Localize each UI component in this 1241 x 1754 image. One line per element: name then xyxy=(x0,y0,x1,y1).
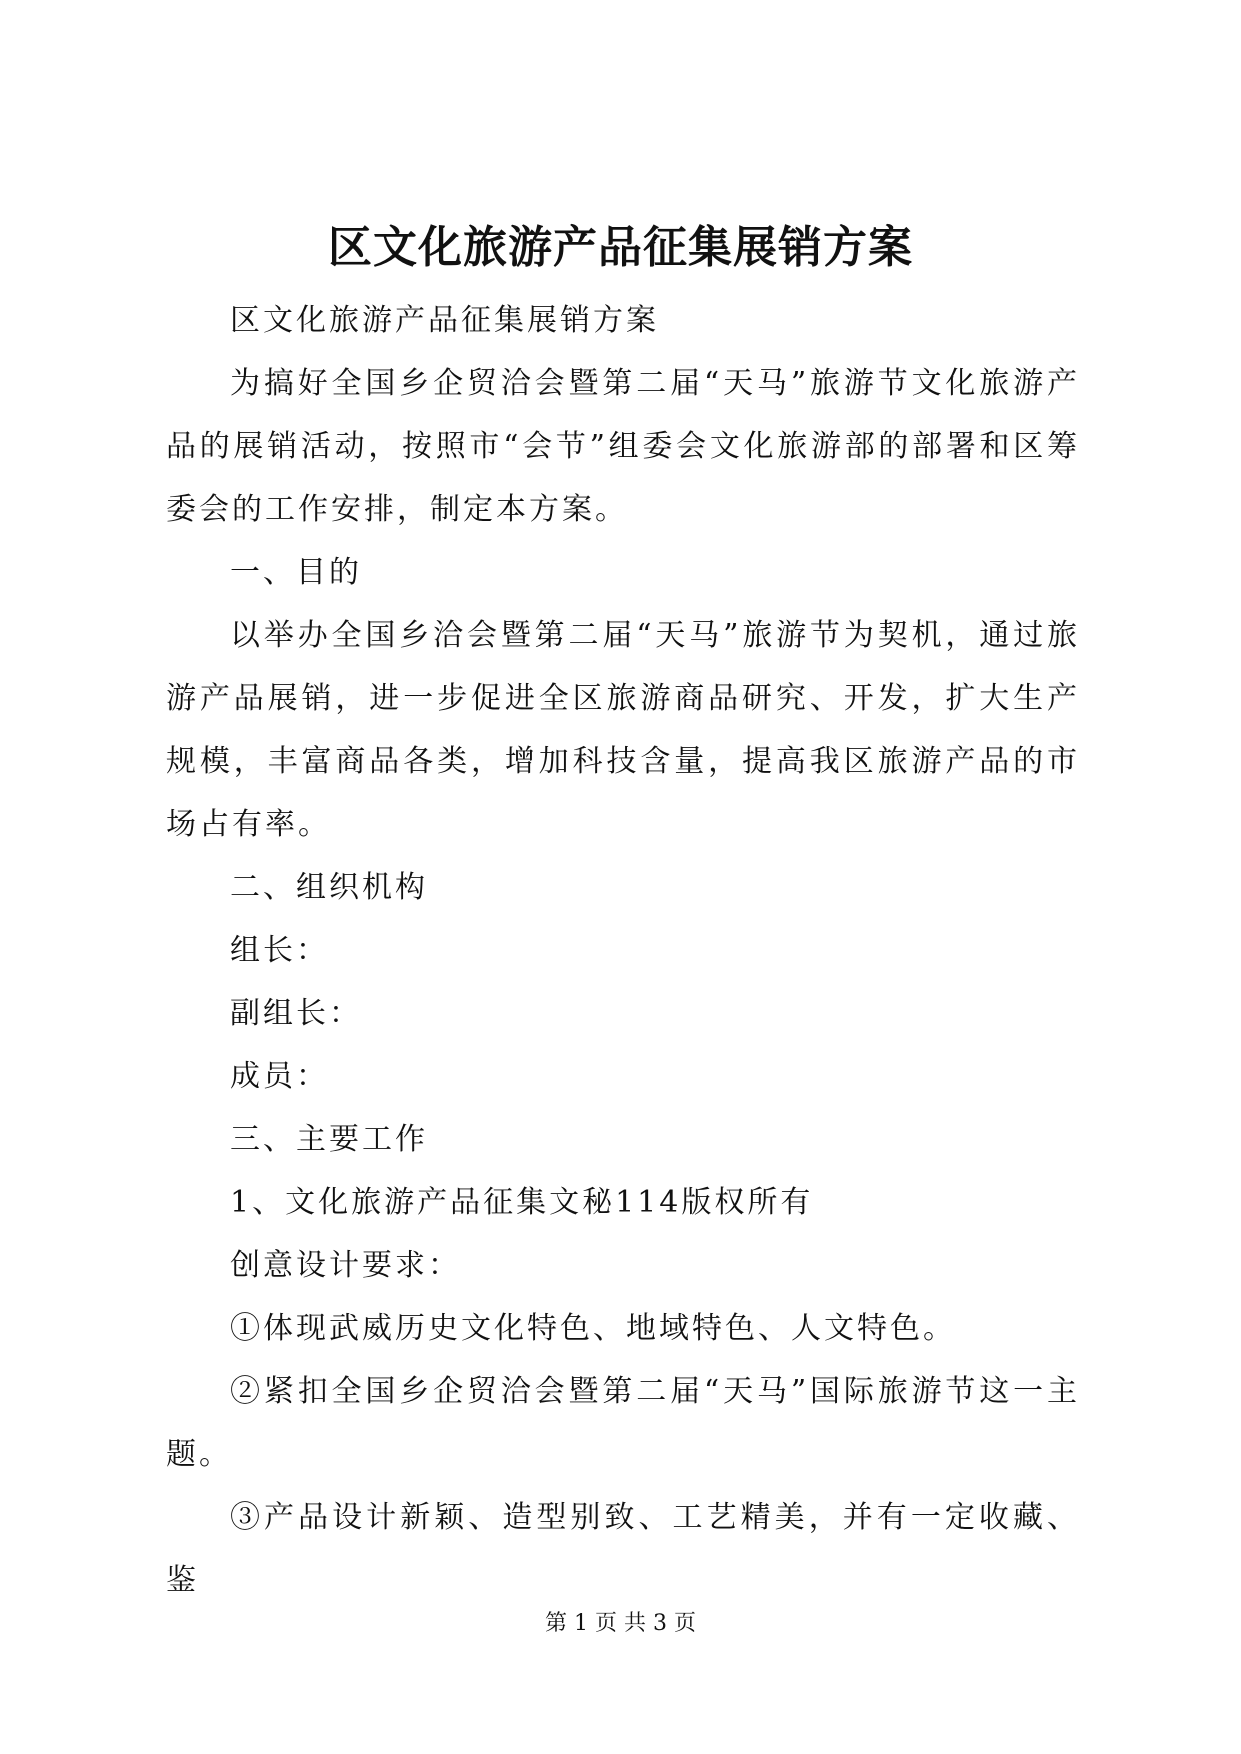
paragraph: 为搞好全国乡企贸洽会暨第二届“天马”旅游节文化旅游产品的展销活动，按照市“会节”组委会文化旅游部的部署和区筹委会的工作安排，制定本方案。 xyxy=(166,366,1080,527)
paragraph: 以举办全国乡洽会暨第二届“天马”旅游节为契机，通过旅游产品展销，进一步促进全区旅游商品研究、开发，扩大生产规模，丰富商品各类，增加科技含量，提高我区旅游产品的市场占有率。 xyxy=(166,618,1080,842)
paragraph: 区文化旅游产品征集展销方案 xyxy=(230,303,659,338)
paragraph: ②紧扣全国乡企贸洽会暨第二届“天马”国际旅游节这一主题。 xyxy=(166,1374,1080,1472)
document-body xyxy=(166,289,1080,1612)
paragraph: 组长： xyxy=(230,933,329,968)
paragraph: ③产品设计新颖、造型别致、工艺精美，并有一定收藏、鉴 xyxy=(166,1500,1080,1598)
page-number: 第 1 页 共 3 页 xyxy=(545,1611,696,1636)
paragraph: 成员： xyxy=(230,1059,329,1094)
paragraph: 创意设计要求： xyxy=(230,1248,461,1283)
section-heading: 二、组织机构 xyxy=(230,870,428,905)
paragraph: 1、文化旅游产品征集文秘114版权所有 xyxy=(230,1185,814,1220)
document-title: 区文化旅游产品征集展销方案 xyxy=(328,222,913,273)
section-heading: 三、主要工作 xyxy=(230,1122,428,1157)
paragraph: 副组长： xyxy=(230,996,362,1031)
paragraph: ①体现武威历史文化特色、地域特色、人文特色。 xyxy=(230,1311,956,1346)
section-heading: 一、目的 xyxy=(230,555,362,590)
